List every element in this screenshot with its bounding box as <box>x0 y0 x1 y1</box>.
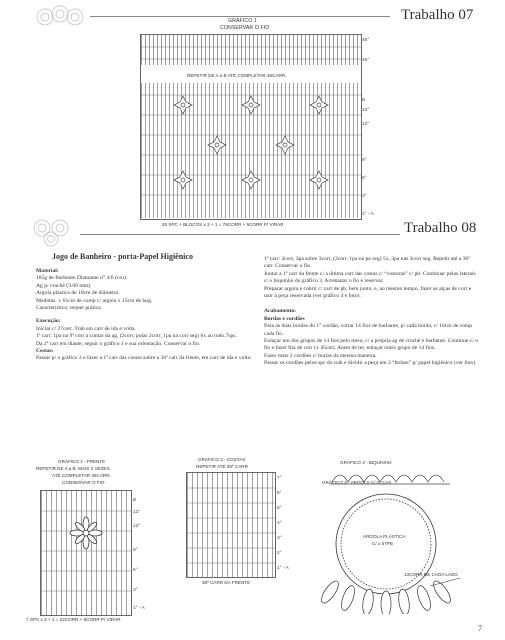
costas-heading: Costas: <box>36 348 54 355</box>
chart07-label-9: 9° <box>362 158 367 163</box>
chart07-title: GRÁFICO 1 <box>228 18 257 24</box>
chart07-label-13: 13° <box>362 108 370 113</box>
page-number: 7 <box>478 624 482 633</box>
costas-label-7: 7° <box>277 476 282 481</box>
frente-grid <box>40 490 132 616</box>
argola-ring-label1: ARGOLA PLÁSTICA <box>363 534 406 539</box>
frente-line3: ATÉ COMPLETAR 36CARR. <box>52 473 111 478</box>
argola-title: GRÁFICO 4 - ARGOLA C/ ALÇAS <box>322 480 392 485</box>
argola-diagram <box>290 486 480 614</box>
execucao-heading: Execução: <box>36 318 61 325</box>
costas-label-3: 3° <box>277 536 282 541</box>
header-rule-top <box>90 16 390 17</box>
frente-label-3: 3° <box>133 588 138 593</box>
chart07-label-45: 45° <box>362 58 370 63</box>
costas-label-2: 2° <box>277 551 282 556</box>
chart07-grid <box>140 34 362 220</box>
frente-line2: REPETIR DE A a B, MAIS 2 VEZES, <box>36 466 111 471</box>
frente-line4: CONSERVAR O FIO <box>62 480 105 485</box>
argola-loops <box>318 578 453 614</box>
col2-p2: Juntar a 1ª carr da frente c/ a última carr das costas c/ “costuras” c/ pb. Continuar pelas laterais c/ o biquinho do gráfico 3. Arrematar o fio e reservar. <box>264 270 476 285</box>
chart07-label-6: 6° <box>362 176 367 181</box>
costas-footer: 36ª CARR DA FRENTE <box>202 580 251 585</box>
col2-p1: 1ª carr: 3corr, 3pa sobre 3corr, (2corr, 1pa na pa seg) 5x, 3pa nas 3corr seg. Repetir até a 36ª carr. Conservar o fio. <box>264 256 470 270</box>
frente-label-b: B <box>133 498 137 503</box>
article-col1 <box>36 268 254 363</box>
material-line1: 185g de Barbante Diamante n° 4/6 (cru). <box>36 275 128 282</box>
material-heading: Material: <box>36 268 59 274</box>
costas-grid <box>186 472 276 578</box>
chart07-label-1a: 1° - A <box>362 212 374 217</box>
col2-p3: Preparar argola e cobrir c/ carr de pb, bem junto, e, ao mesmo tempo, fazer as alças de corr e unir à peça reservada (ver gráfico 4 e foto). <box>264 285 472 300</box>
logo-flowers-top <box>30 2 90 32</box>
bordas-heading: Bordas e cordões <box>264 315 305 322</box>
costas-label-4: 4° <box>277 521 282 526</box>
header-title-08: Trabalho 08 <box>404 220 477 236</box>
logo-flowers-bottom <box>28 214 78 248</box>
medidas: Medidas: ± 61cm de comp c/ argola x 15cm de larg. <box>36 297 153 304</box>
acab-p1: Para as duas bordas do 1° cordão, cortar 14 fios de barbante, p/ cada borda, c/ 10cm de comp cada fio. <box>264 323 473 337</box>
frente-label-1a: 1° - A <box>133 606 145 611</box>
costas-label-1a: 1° - A <box>277 566 289 571</box>
exec-p2: 1ª carr: 1pa na 9ª corr a contar da ag, (2corr, pular 2corr, 1pa na corr seg) 6x ao todo.7spc. <box>36 333 238 340</box>
chart07-label-46: 46° <box>362 38 370 43</box>
frente-label-6: 6° <box>133 568 138 573</box>
material-line3: Argola plástica de 10cm de diâmetro. <box>36 290 120 297</box>
chart07-label-b: B <box>362 98 366 103</box>
acab-p3: Fazer mais 2 cordões c/ borlas da mesma maneira. <box>264 352 377 359</box>
frente-title: GRÁFICO 1 - FRENTE <box>58 459 106 464</box>
costas-line2: REPETIR ATÉ 36ª CARR <box>196 464 248 469</box>
argola-ring-label2: C/ ± 57PB <box>372 541 393 546</box>
costas-label-6: 6° <box>277 491 282 496</box>
chart07-conservar: CONSERVAR O FIO <box>220 25 270 31</box>
exec-p3: Da 2ª carr em diante, seguir o gráfico 1 e sua orientação. Conservar o fio. <box>36 340 201 347</box>
header-title-07: Trabalho 07 <box>401 7 474 23</box>
frente-label-13: 13° <box>133 510 141 515</box>
material-line2: Ag p/ crochê (3.00 mm). <box>36 282 92 289</box>
costas-title: GRÁFICO 2 - COSTAS <box>198 457 246 462</box>
acab-p2: Enlaçar um dos grupos de 14 fios pelo meio, c/ a própria ag de crochê e barbante. Continue c/ o fio e fazer fita de corr (± 45cm). Antes de ter, enlaçar outro grupo de 14 fios. <box>264 338 478 352</box>
chart07-repetir: REPETIR DE A a B ATÉ COMPLETAR 46CARR. <box>187 73 287 78</box>
chart07-footer: 25 SPC + BLOCOS x 3 + 1 = 76CORR + 5CORR P/ VIRAR <box>162 222 284 227</box>
chart07-label-12: 12° <box>362 122 370 127</box>
frente-label-9: 9° <box>133 548 138 553</box>
article-title: Jogo de Banheiro - porta-Papel Higiênico <box>52 252 193 261</box>
exec-p1: Iniciar c/ 27corr. Trab em carr de ida e volta. <box>36 325 136 332</box>
header-rule-bottom <box>80 234 400 235</box>
acabamento-heading: Acabamento: <box>264 308 297 315</box>
frente-footer: 7 SPC x 3 + 1 = 22CORR + 5CORR P/ VIRAR <box>26 617 121 622</box>
frente-flower-motif <box>70 517 102 549</box>
article-col2 <box>264 256 479 368</box>
costas-label-5: 5° <box>277 506 282 511</box>
caracteristica: Característica: requer prática. <box>36 305 102 312</box>
frente-label-12: 12° <box>133 524 141 529</box>
acab-p4: Passar os cordões pelos spc do trab e dividir a peça em 3 “bolsas” p/ papel higiênico (ver foto). <box>264 360 477 367</box>
argola-note: 13CORR DE CADA LADO <box>404 572 458 577</box>
costas-p: Passar p/ o gráfico 2 e fazer a 1ª carr das costas sobre a 36ª carr da frente, em carr de ida e volta. <box>36 355 252 362</box>
biquinho-title: GRÁFICO 3 - BIQUINHO <box>340 460 392 465</box>
chart07-label-3: 3° <box>362 194 367 199</box>
